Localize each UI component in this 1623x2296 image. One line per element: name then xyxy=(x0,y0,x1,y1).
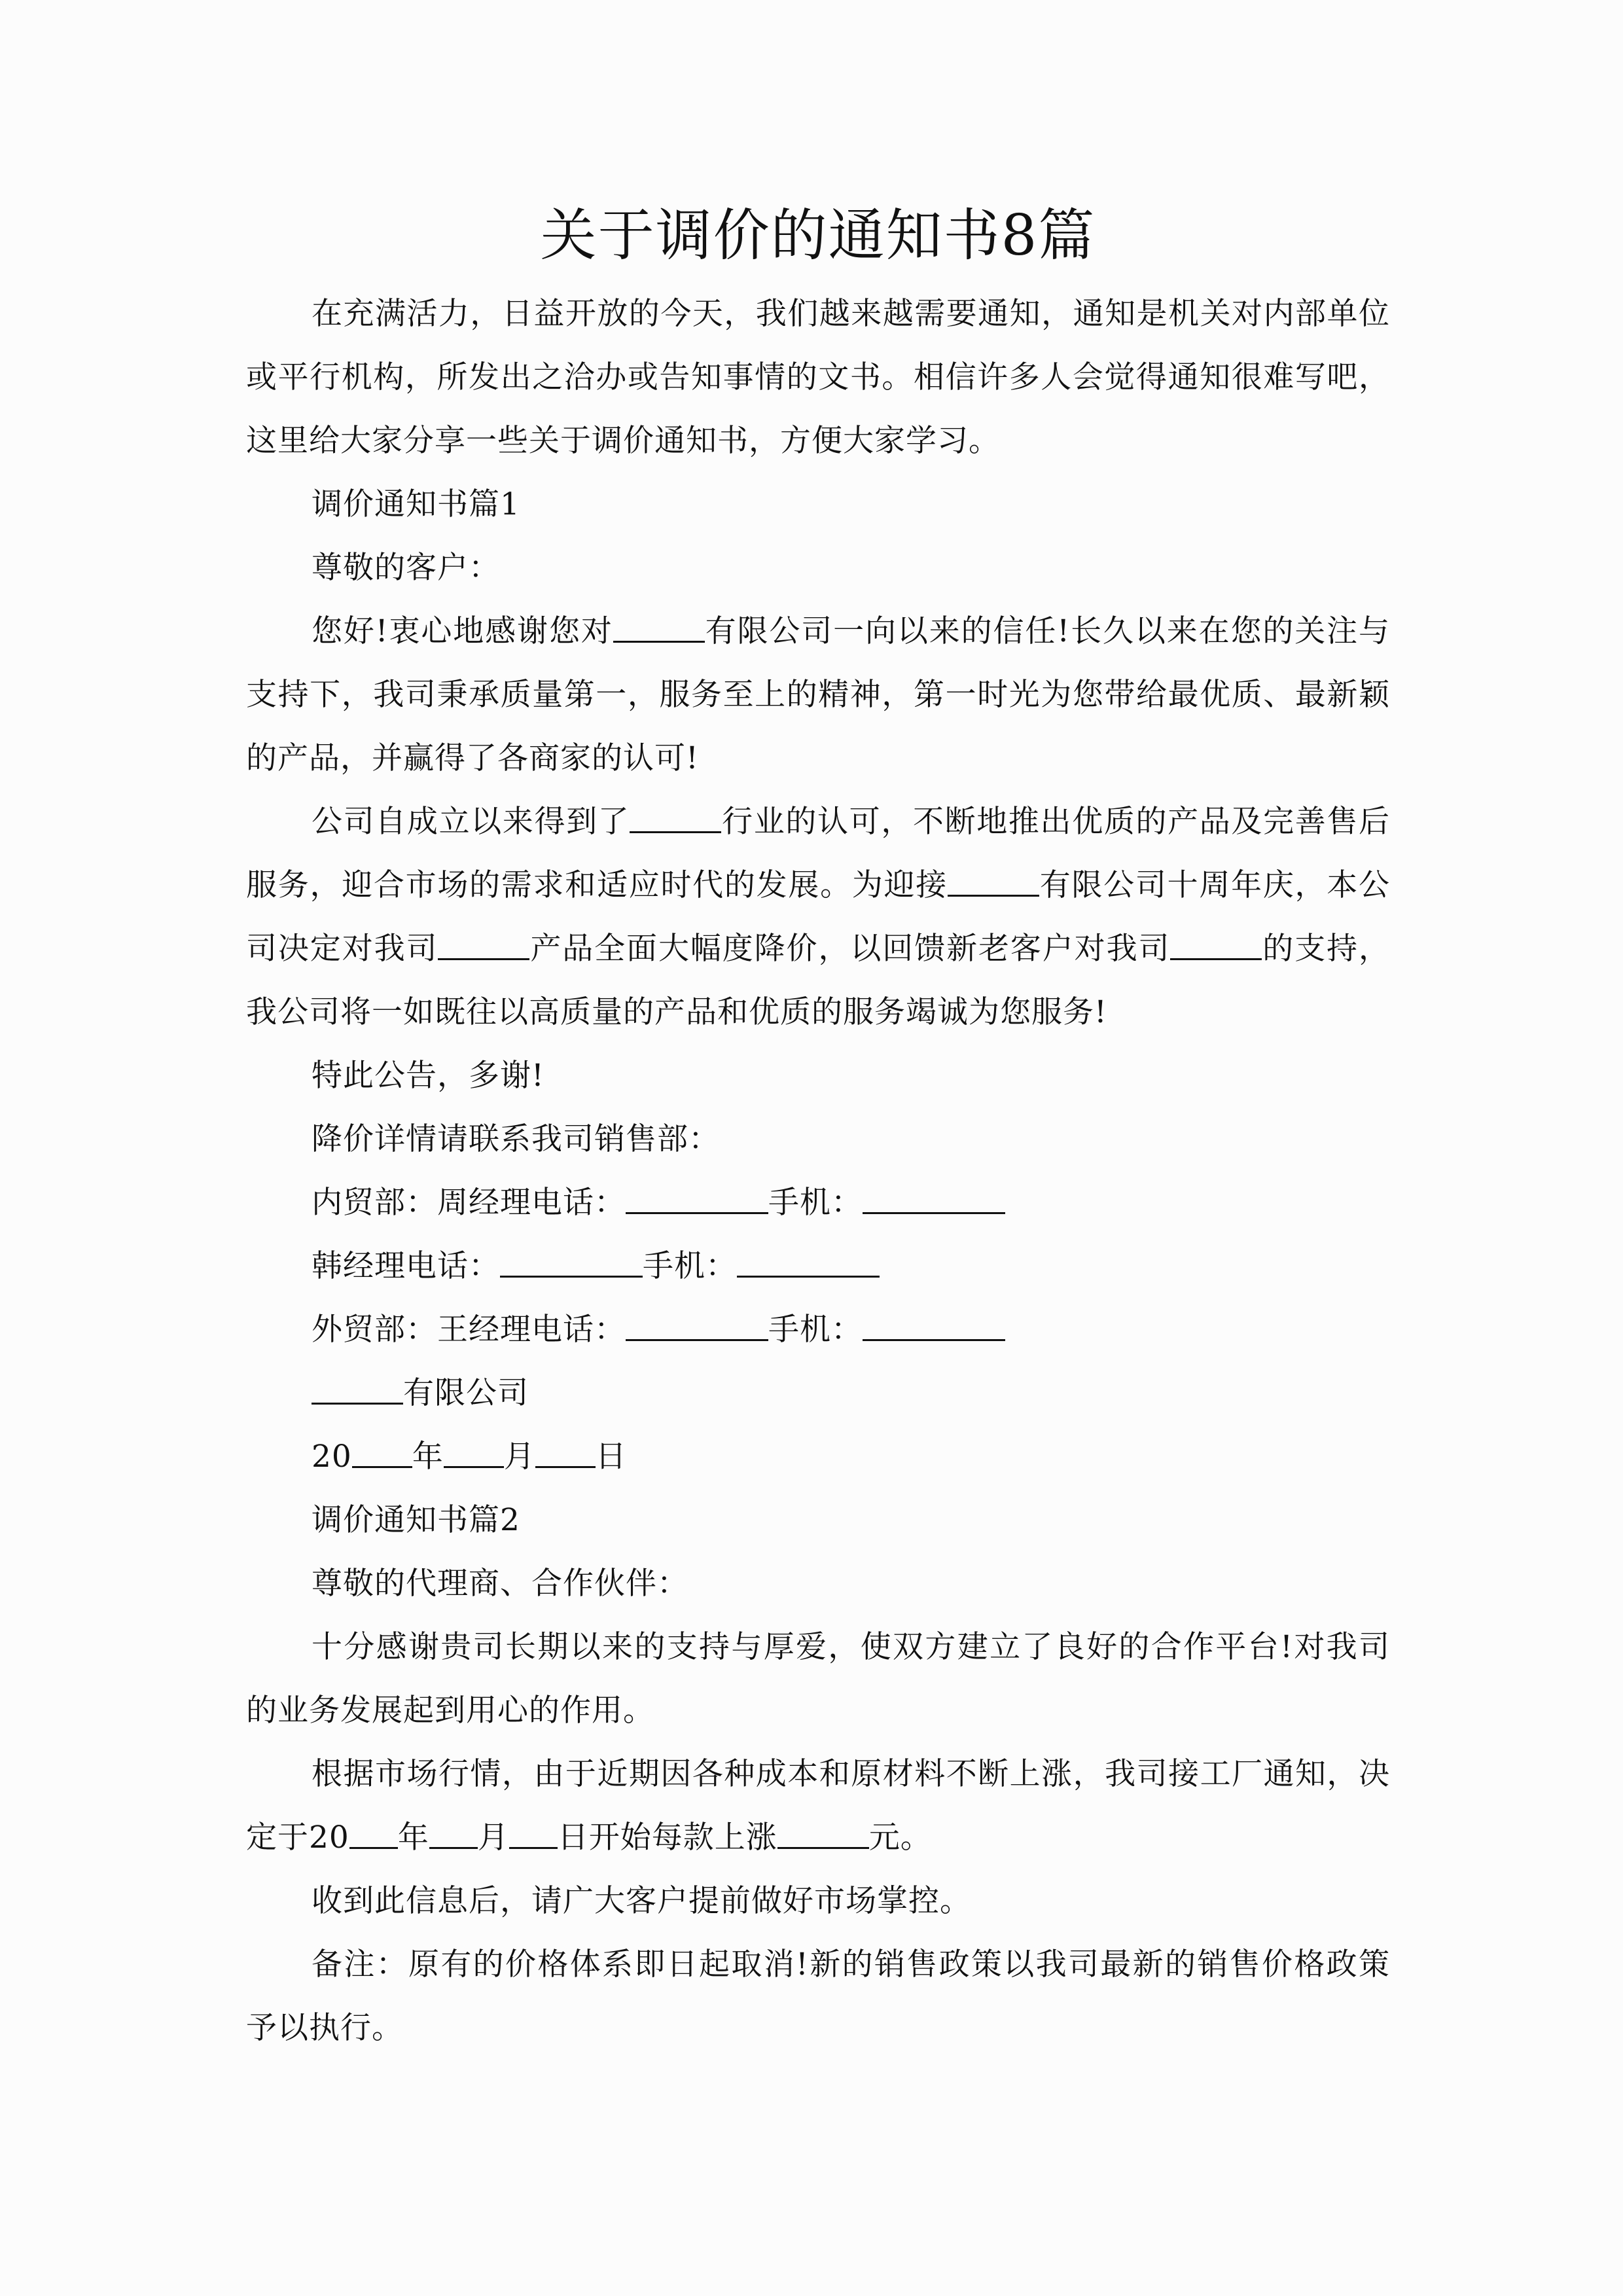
fill-in-blank xyxy=(630,804,721,833)
year-label: 年 xyxy=(412,1439,444,1475)
phone-blank xyxy=(500,1248,643,1278)
month-blank xyxy=(444,1439,504,1468)
section-1-contact-intro: 降价详情请联系我司销售部： xyxy=(312,1121,720,1157)
mobile-blank xyxy=(863,1312,1005,1341)
contact-line-han xyxy=(246,1234,1390,1298)
month-blank xyxy=(429,1820,478,1849)
document-title: 关于调价的通知书8篇 xyxy=(540,203,1096,268)
date-line xyxy=(246,1425,1390,1488)
phone-blank xyxy=(626,1185,768,1214)
company-blank xyxy=(312,1375,403,1405)
phone-blank xyxy=(626,1312,768,1341)
section-1-paragraph-1 xyxy=(246,600,1390,790)
day-blank xyxy=(535,1439,596,1468)
amount-blank xyxy=(777,1820,869,1849)
day-blank xyxy=(509,1820,558,1849)
mobile-label: 手机： xyxy=(768,1312,863,1348)
month-label: 月 xyxy=(503,1439,535,1475)
signature-line xyxy=(246,1361,1390,1425)
text-run: 您好!衷心地感谢您对 xyxy=(312,613,613,649)
text-run: 公司自成立以来得到了 xyxy=(312,804,630,840)
section-2-note: 备注：原有的价格体系即日起取消!新的销售政策以我司最新的销售价格政策予以执行。 xyxy=(246,1946,1390,2046)
section-1-paragraph-2 xyxy=(246,790,1390,1044)
fill-in-blank xyxy=(438,931,529,960)
section-2-salutation: 尊敬的代理商、合作伙伴： xyxy=(312,1566,688,1602)
section-2-paragraph-2 xyxy=(246,1742,1390,1869)
text-run: 元。 xyxy=(868,1820,932,1856)
contact-label: 内贸部：周经理电话： xyxy=(312,1185,626,1221)
contact-line-foreign xyxy=(246,1298,1390,1361)
text-run: 根据市场行情，由于近期因各种成本和原材料不断上涨，我司接工厂通知，决定于20 xyxy=(246,1756,1390,1856)
date-prefix: 20 xyxy=(312,1439,352,1475)
year-blank xyxy=(349,1820,398,1849)
section-1-salutation: 尊敬的客户： xyxy=(312,550,500,586)
text-run: 有限公司一向以来的信任!长久以来在您的关注与支持下，我司秉承质量第一，服务至上的精神，第一时光为您带给最优质、最新颖的产品，并赢得了各商家的认可! xyxy=(246,613,1391,776)
text-run: 日开始每款上涨 xyxy=(557,1820,777,1856)
mobile-label: 手机： xyxy=(768,1185,863,1221)
contact-label: 韩经理电话： xyxy=(312,1248,500,1284)
text-run: 月 xyxy=(477,1820,509,1856)
fill-in-blank xyxy=(613,613,705,643)
contact-label: 外贸部：王经理电话： xyxy=(312,1312,626,1348)
fill-in-blank xyxy=(1170,931,1262,960)
section-1-closing: 特此公告，多谢! xyxy=(312,1058,544,1094)
mobile-blank xyxy=(737,1248,880,1278)
text-run: 的支持，我公司将一如既往以高质量的产品和优质的服务竭诚为您服务! xyxy=(246,931,1391,1030)
day-label: 日 xyxy=(595,1439,627,1475)
intro-paragraph: 在充满活力，日益开放的今天，我们越来越需要通知，通知是机关对内部单位或平行机构，所发出之洽办或告知事情的文书。相信许多人会觉得通知很难写吧，这里给大家分享一些关于调价通知书，方便大家学习。 xyxy=(246,296,1390,459)
text-run: 年 xyxy=(397,1820,429,1856)
section-2-heading: 调价通知书篇2 xyxy=(312,1502,520,1538)
contact-line-domestic xyxy=(246,1171,1390,1234)
mobile-blank xyxy=(863,1185,1005,1214)
mobile-label: 手机： xyxy=(643,1248,737,1284)
signature-text: 有限公司 xyxy=(403,1375,529,1411)
text-run: 产品全面大幅度降价，以回馈新老客户对我司 xyxy=(529,931,1171,967)
section-2-paragraph-3: 收到此信息后，请广大客户提前做好市场掌控。 xyxy=(312,1883,971,1919)
text-run: 行业的认可，不断地推出优质的产品及完善售后服务，迎合市场的需求和适应时代的发展。为迎接 xyxy=(246,804,1391,903)
fill-in-blank xyxy=(948,867,1039,897)
document-page xyxy=(246,193,1390,2060)
section-1-heading: 调价通知书篇1 xyxy=(312,486,520,522)
section-2-paragraph-1: 十分感谢贵司长期以来的支持与厚爱，使双方建立了良好的合作平台!对我司的业务发展起到用心的作用。 xyxy=(246,1629,1390,1729)
text-run: 有限公司十周年庆，本公司决定对我司 xyxy=(246,867,1390,967)
year-blank xyxy=(352,1439,412,1468)
